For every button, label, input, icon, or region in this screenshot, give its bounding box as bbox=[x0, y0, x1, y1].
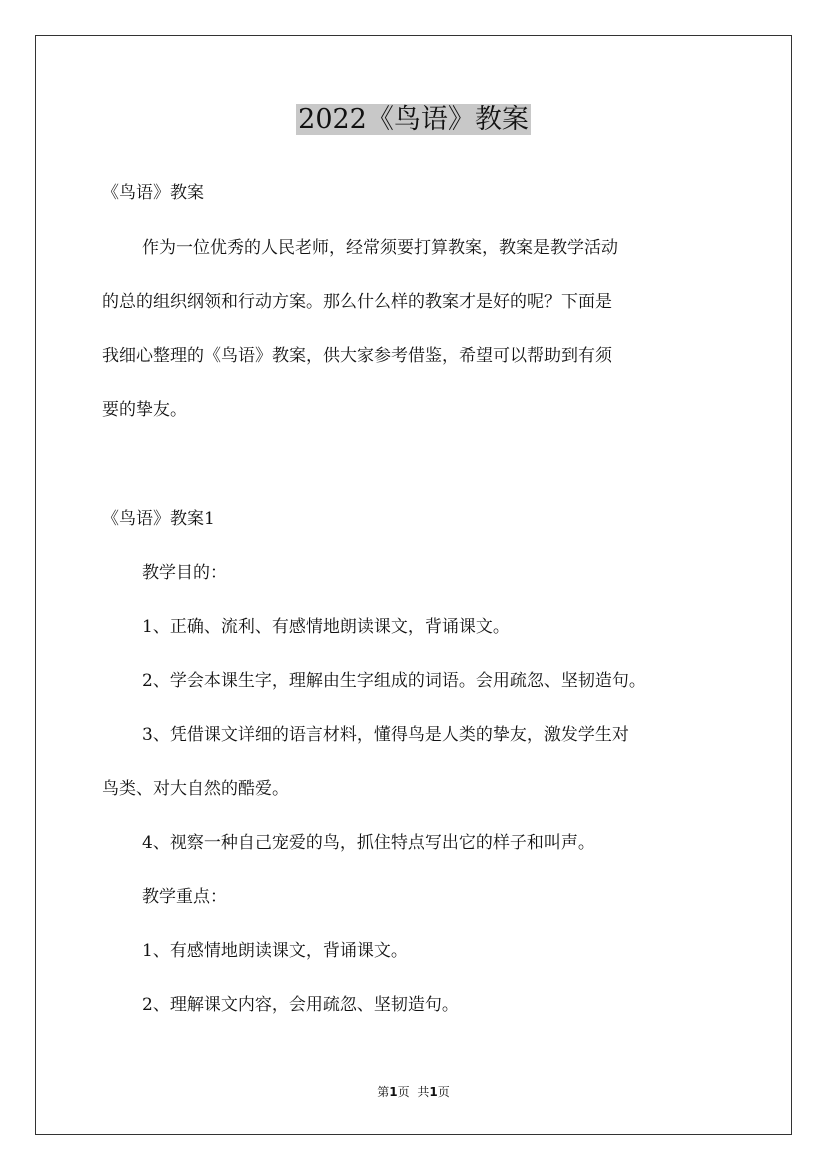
goal-item-3-continued: 鸟类、对大自然的酷爱。 bbox=[102, 779, 289, 799]
intro-heading: 《鸟语》教案 bbox=[102, 183, 204, 203]
goal-item-3: 3、凭借课文详细的语言材料，懂得鸟是人类的挚友，激发学生对 bbox=[142, 725, 629, 745]
footer-page-prefix: 第 bbox=[377, 1085, 390, 1099]
goal-item-1: 1、正确、流利、有感情地朗读课文，背诵课文。 bbox=[142, 617, 510, 637]
goal-item-4: 4、视察一种自己宠爱的鸟，抓住特点写出它的样子和叫声。 bbox=[142, 833, 595, 853]
goals-heading: 教学目的： bbox=[142, 563, 227, 583]
key-point-1: 1、有感情地朗读课文，背诵课文。 bbox=[142, 941, 408, 961]
footer-page-number: 1 bbox=[389, 1085, 398, 1099]
page-footer bbox=[0, 1084, 827, 1100]
intro-line-4: 要的挚友。 bbox=[102, 400, 187, 420]
intro-line-1: 作为一位优秀的人民老师，经常须要打算教案，教案是教学活动 bbox=[142, 238, 618, 258]
footer-page-suffix: 页 bbox=[397, 1085, 410, 1099]
goal-item-2: 2、学会本课生字，理解由生字组成的词语。会用疏忽、坚韧造句。 bbox=[142, 671, 646, 691]
key-heading: 教学重点： bbox=[142, 887, 227, 907]
key-point-2: 2、理解课文内容，会用疏忽、坚韧造句。 bbox=[142, 995, 459, 1015]
footer-total-prefix: 共 bbox=[417, 1085, 430, 1099]
footer-total-suffix: 页 bbox=[437, 1085, 450, 1099]
intro-line-3: 我细心整理的《鸟语》教案，供大家参考借鉴，希望可以帮助到有须 bbox=[102, 346, 612, 366]
footer-total-number: 1 bbox=[429, 1085, 438, 1099]
intro-line-2: 的总的组织纲领和行动方案。那么什么样的教案才是好的呢？下面是 bbox=[102, 292, 612, 312]
document-title-text: 2022《鸟语》教案 bbox=[298, 104, 529, 135]
section1-heading: 《鸟语》教案1 bbox=[102, 509, 215, 529]
document-title bbox=[0, 98, 827, 142]
